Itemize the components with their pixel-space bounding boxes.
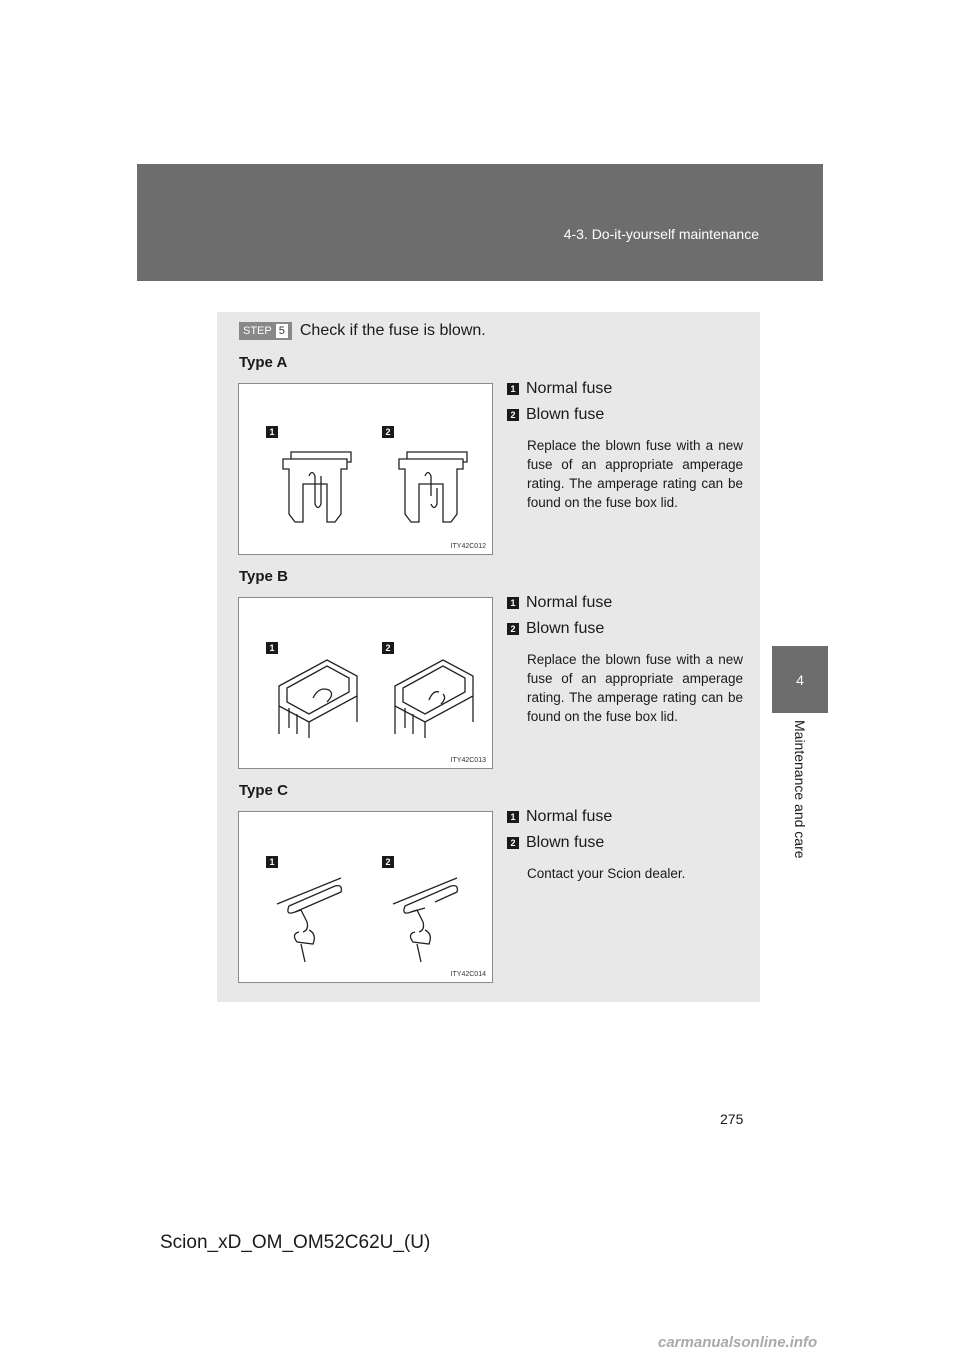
- legend-callout-1: 1: [507, 383, 519, 395]
- type-a-description: Replace the blown fuse with a new fuse of an appropriate amperage rating. The amperage rating can be found on the fuse box lid.: [527, 438, 743, 510]
- type-c-legend: [507, 804, 743, 883]
- legend-item: [507, 616, 743, 642]
- type-b-figure: [238, 597, 493, 769]
- legend-callout-2: 2: [507, 623, 519, 635]
- step-badge-label: STEP: [243, 325, 272, 337]
- legend-label: Normal fuse: [526, 380, 613, 397]
- type-b-label: Type B: [239, 568, 288, 585]
- type-c-label: Type C: [239, 782, 288, 799]
- chapter-tab: 4: [772, 646, 828, 713]
- figure-code: ITY42C014: [450, 971, 486, 978]
- content-panel: [217, 312, 760, 1002]
- page-number: 275: [720, 1111, 744, 1127]
- legend-item: [507, 590, 743, 616]
- section-title: 4-3. Do-it-yourself maintenance: [563, 226, 759, 242]
- document-id: Scion_xD_OM_OM52C62U_(U): [160, 1232, 431, 1253]
- legend-item: [507, 804, 743, 830]
- legend-label: Normal fuse: [526, 594, 613, 611]
- legend-callout-2: 2: [507, 837, 519, 849]
- step-number: 5: [276, 324, 288, 338]
- type-c-figure: [238, 811, 493, 983]
- legend-label: Normal fuse: [526, 808, 613, 825]
- header-band: [137, 164, 823, 281]
- blade-fuse-illustration: [239, 384, 492, 554]
- legend-label: Blown fuse: [526, 406, 605, 423]
- legend-callout-1: 1: [507, 597, 519, 609]
- legend-item: [507, 402, 743, 428]
- figure-callout-1: 1: [266, 426, 278, 438]
- cartridge-fuse-illustration: [239, 598, 492, 768]
- legend-callout-2: 2: [507, 409, 519, 421]
- type-a-figure: [238, 383, 493, 555]
- legend-item: [507, 376, 743, 402]
- figure-callout-1: 1: [266, 856, 278, 868]
- figure-callout-2: 2: [382, 642, 394, 654]
- legend-label: Blown fuse: [526, 834, 605, 851]
- legend-label: Blown fuse: [526, 620, 605, 637]
- type-b-legend: [507, 590, 743, 726]
- fusible-link-illustration: [239, 812, 492, 982]
- step-row: [239, 322, 486, 340]
- type-b-description: Replace the blown fuse with a new fuse of an appropriate amperage rating. The amperage rating can be found on the fuse box lid.: [527, 652, 743, 724]
- step-badge: [239, 322, 292, 340]
- figure-callout-1: 1: [266, 642, 278, 654]
- type-a-label: Type A: [239, 354, 288, 371]
- figure-callout-2: 2: [382, 426, 394, 438]
- figure-code: ITY42C013: [450, 757, 486, 764]
- figure-code: ITY42C012: [450, 543, 486, 550]
- chapter-label: Maintenance and care: [792, 720, 808, 859]
- watermark: carmanualsonline.info: [658, 1334, 818, 1351]
- figure-callout-2: 2: [382, 856, 394, 868]
- step-text: Check if the fuse is blown.: [299, 322, 486, 339]
- type-a-legend: [507, 376, 743, 512]
- type-c-description: Contact your Scion dealer.: [527, 866, 686, 881]
- legend-item: [507, 830, 743, 856]
- legend-callout-1: 1: [507, 811, 519, 823]
